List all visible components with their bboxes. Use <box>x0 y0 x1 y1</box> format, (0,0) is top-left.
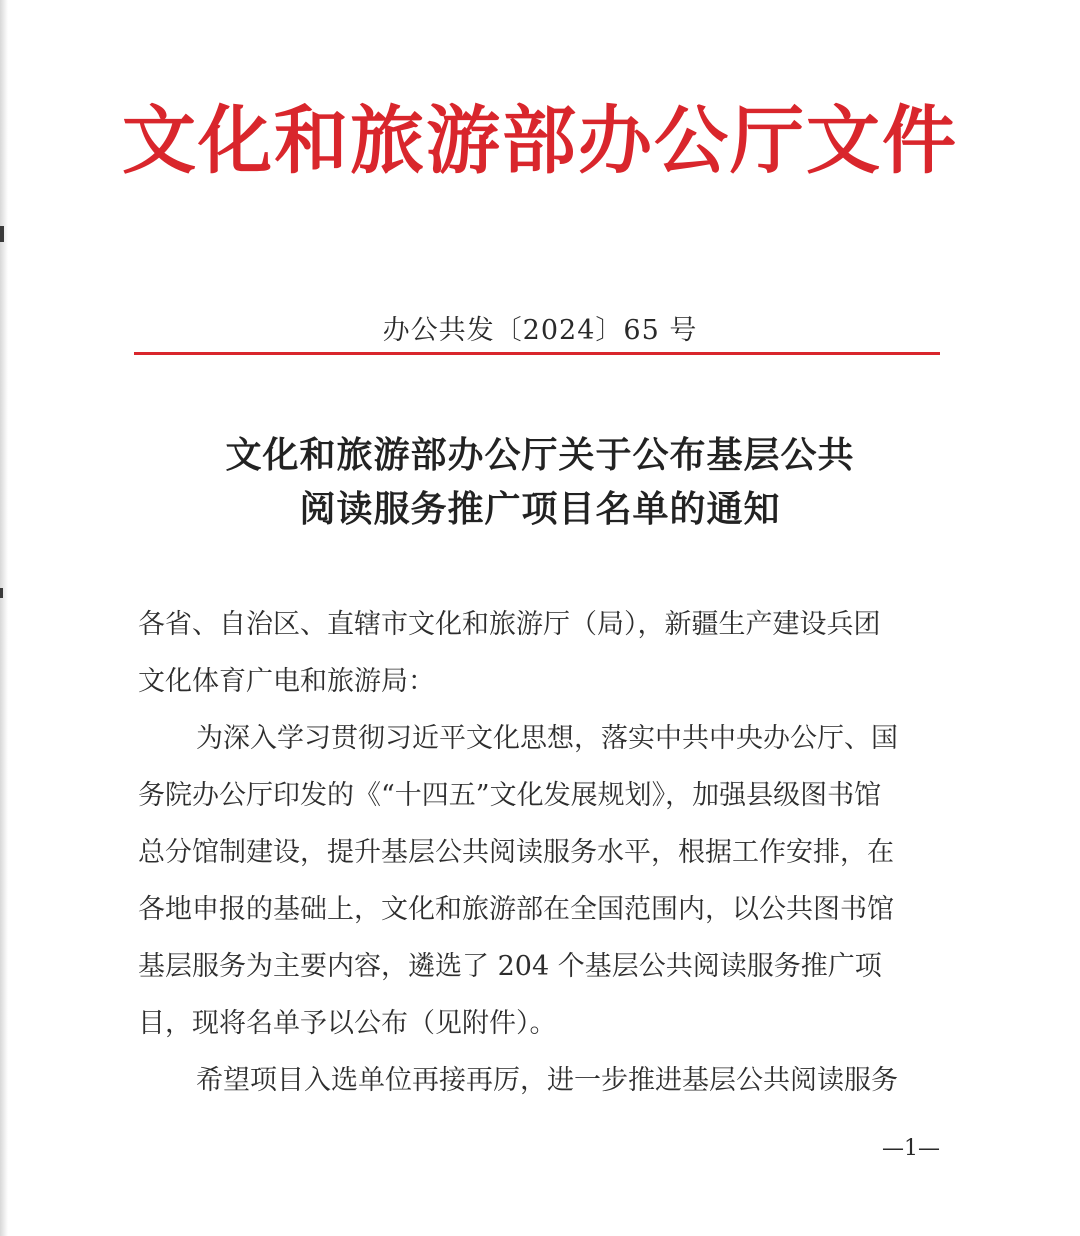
document-number: 办公共发〔2024〕65 号 <box>382 315 698 346</box>
paragraph-line: 希望项目入选单位再接再厉，进一步推进基层公共阅读服务 <box>196 1065 898 1096</box>
paragraph-line: 基层服务为主要内容，遴选了 204 个基层公共阅读服务推广项 <box>138 951 882 982</box>
scan-edge-mark <box>0 588 3 598</box>
page-number: —1— <box>882 1136 940 1161</box>
paragraph-line: 各地申报的基础上，文化和旅游部在全国范围内，以公共图书馆 <box>138 894 894 925</box>
paragraph-line: 务院办公厅印发的《“十四五”文化发展规划》，加强县级图书馆 <box>138 780 882 811</box>
title-line: 阅读服务推广项目名单的通知 <box>299 488 781 530</box>
notice-title <box>0 428 1080 536</box>
notice-body <box>138 596 942 1109</box>
paragraph-line: 为深入学习贯彻习近平文化思想，落实中共中央办公厅、国 <box>196 723 898 754</box>
title-line: 文化和旅游部办公厅关于公布基层公共 <box>225 434 855 476</box>
red-divider-line <box>134 352 940 355</box>
salutation-line: 文化体育广电和旅游局： <box>138 666 435 697</box>
paragraph-line: 总分馆制建设，提升基层公共阅读服务水平，根据工作安排，在 <box>138 837 894 868</box>
salutation-line: 各省、自治区、直辖市文化和旅游厅（局），新疆生产建设兵团 <box>138 609 881 640</box>
scan-edge-mark <box>0 226 4 242</box>
masthead-title: 文化和旅游部办公厅文件 <box>122 98 958 184</box>
paragraph-line: 目，现将名单予以公布（见附件）。 <box>138 1008 557 1039</box>
